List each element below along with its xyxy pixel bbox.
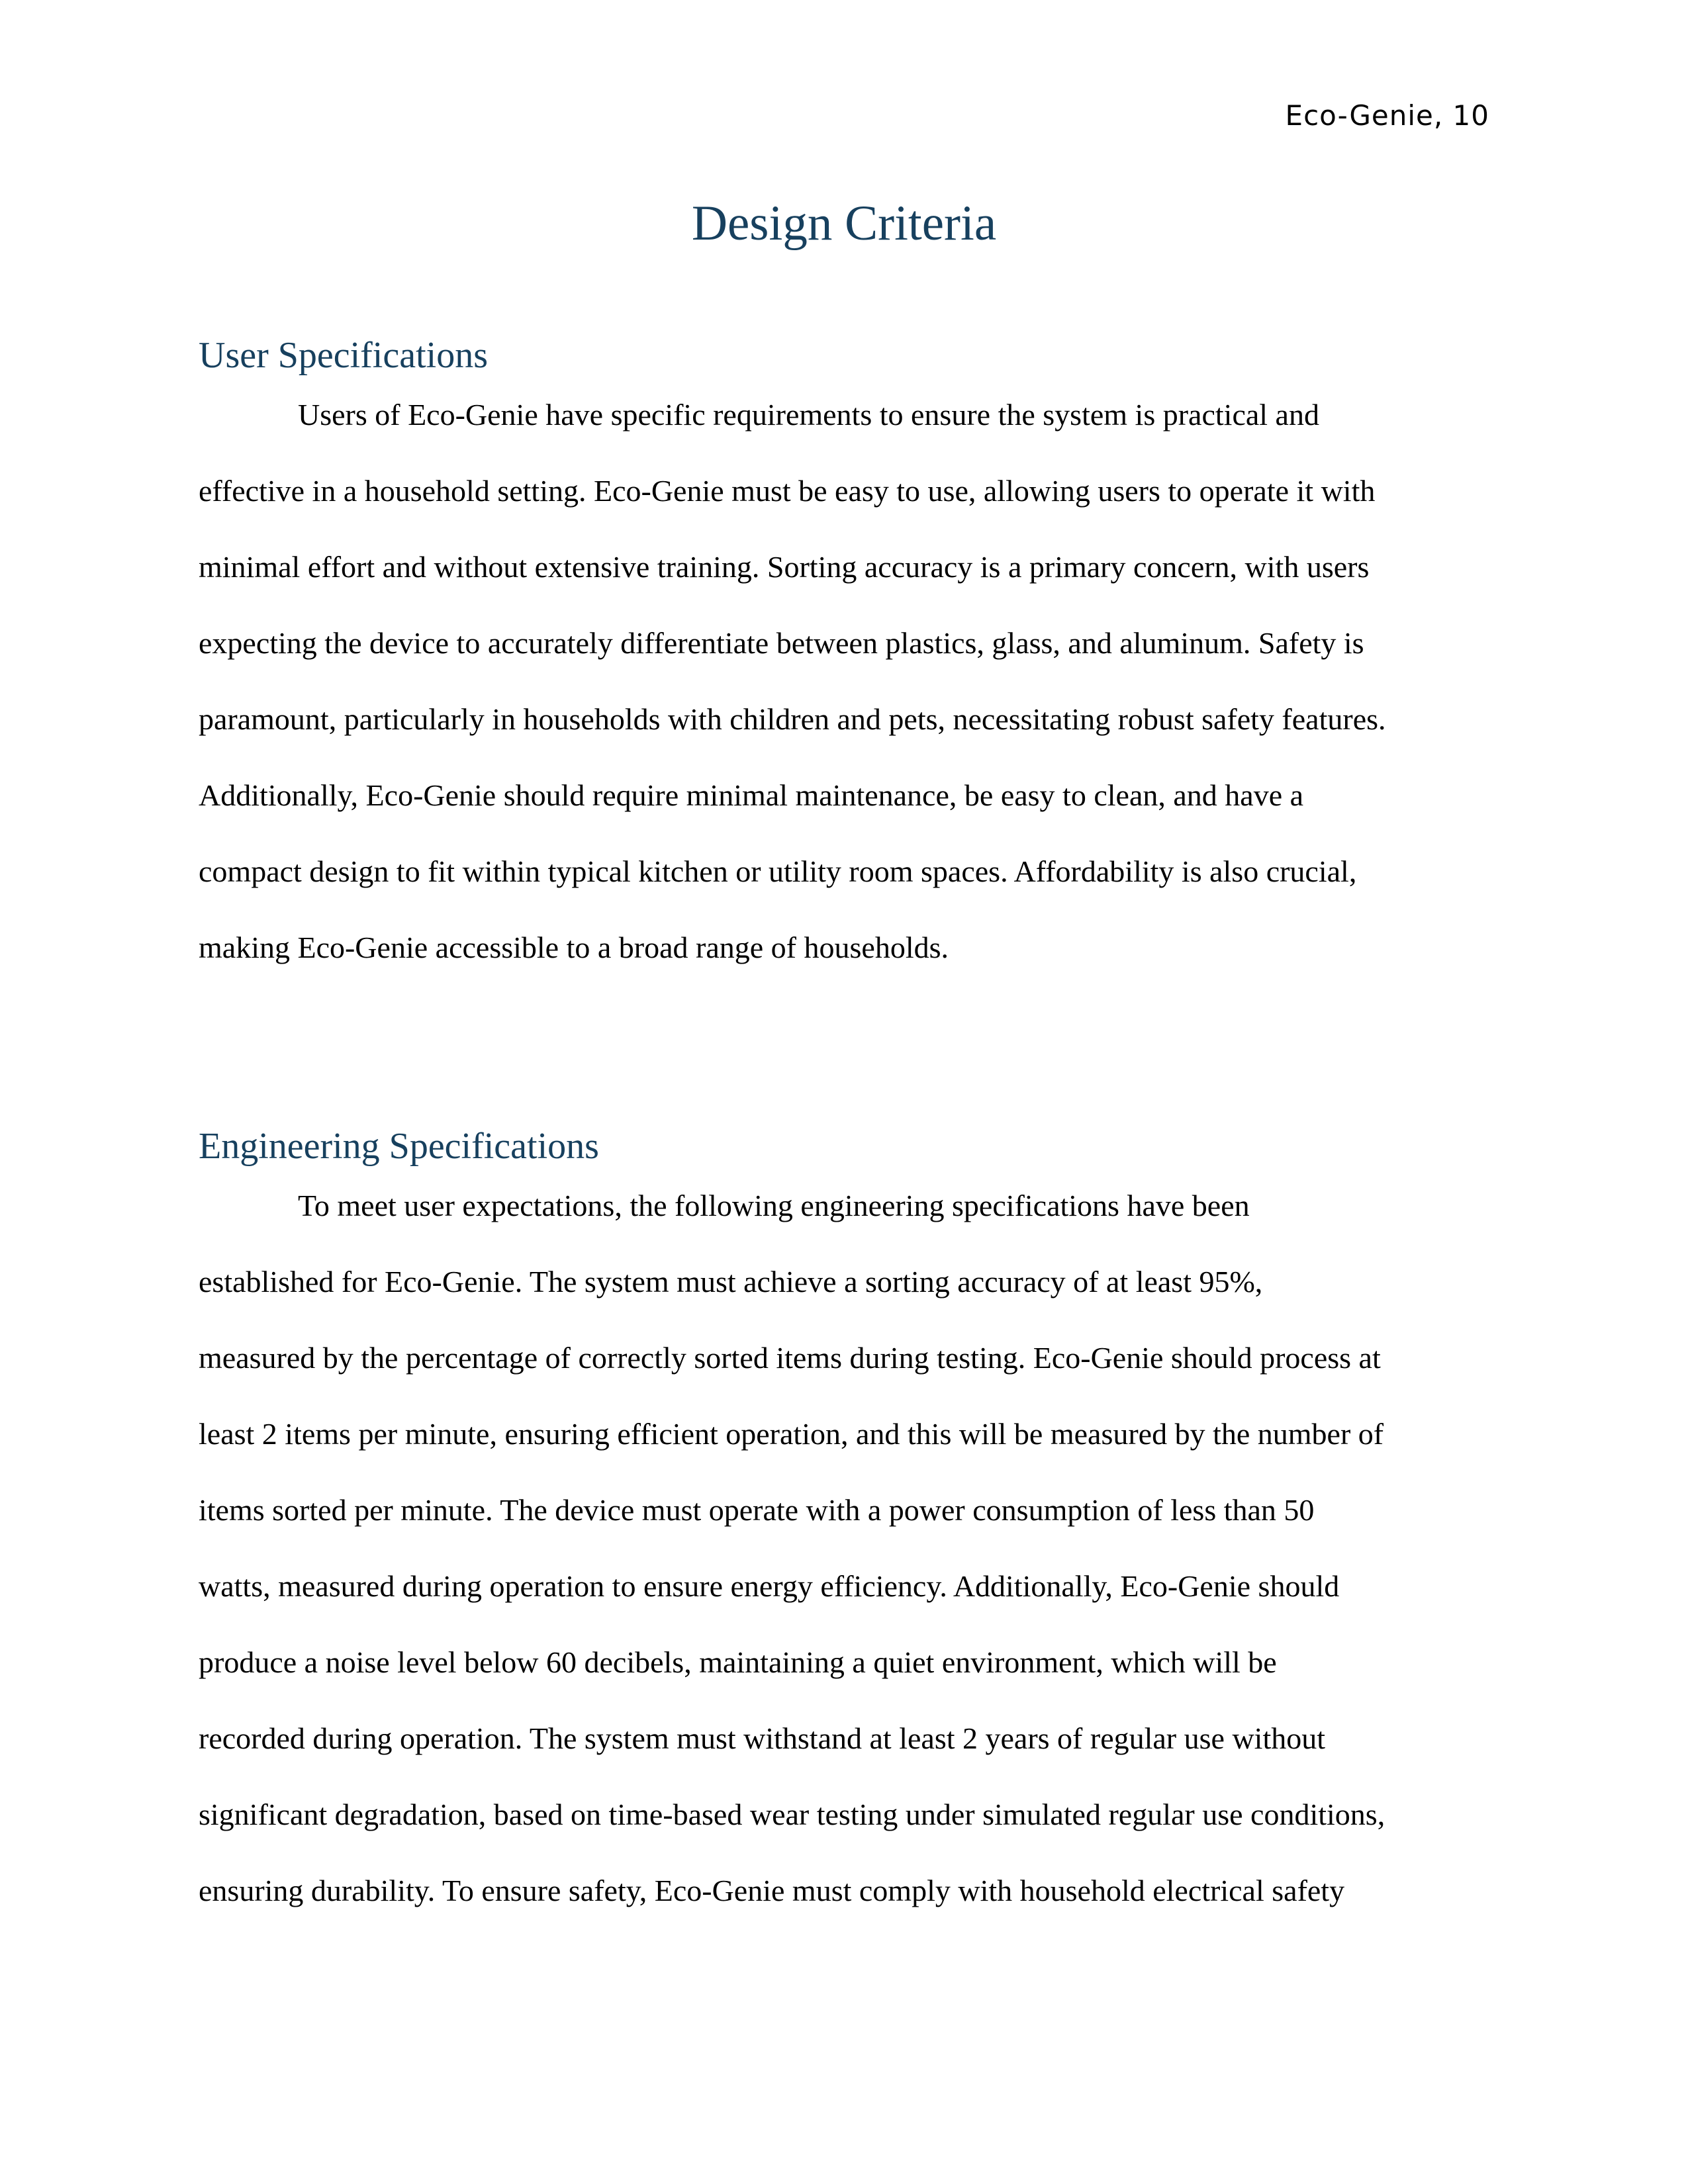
paragraph-line: watts, measured during operation to ensure energy efficiency. Additionally, Eco-Genie should [199, 1569, 1340, 1603]
paragraph-line: significant degradation, based on time-based wear testing under simulated regular use conditions, [199, 1797, 1385, 1831]
paragraph-line: recorded during operation. The system must withstand at least 2 years of regular use without [199, 1721, 1325, 1755]
paragraph-line: expecting the device to accurately differentiate between plastics, glass, and aluminum. Safety is [199, 626, 1364, 660]
paragraph-line: To meet user expectations, the following engineering specifications have been [298, 1189, 1250, 1222]
paragraph-line: measured by the percentage of correctly sorted items during testing. Eco-Genie should process at [199, 1341, 1381, 1375]
paragraph-line: making Eco-Genie accessible to a broad range of households. [199, 931, 949, 964]
paragraph-line: least 2 items per minute, ensuring efficient operation, and this will be measured by the number of [199, 1417, 1384, 1451]
page-title: Design Criteria [691, 196, 997, 251]
running-header: Eco-Genie, 10 [1285, 99, 1489, 132]
paragraph-line: compact design to fit within typical kitchen or utility room spaces. Affordability is also crucial, [199, 854, 1357, 888]
paragraph-line: effective in a household setting. Eco-Genie must be easy to use, allowing users to operate it with [199, 474, 1376, 508]
paragraph-line: items sorted per minute. The device must operate with a power consumption of less than 50 [199, 1493, 1315, 1527]
paragraph-line: minimal effort and without extensive training. Sorting accuracy is a primary concern, with users [199, 550, 1370, 584]
paragraph-line: paramount, particularly in households with children and pets, necessitating robust safety features. [199, 702, 1386, 736]
section-heading-engineering-specifications: Engineering Specifications [199, 1126, 599, 1167]
paragraph-line: ensuring durability. To ensure safety, Eco-Genie must comply with household electrical safety [199, 1874, 1345, 1907]
paragraph-line: produce a noise level below 60 decibels, maintaining a quiet environment, which will be [199, 1645, 1277, 1679]
paragraph-line: established for Eco-Genie. The system must achieve a sorting accuracy of at least 95%, [199, 1265, 1263, 1298]
paragraph-line: Users of Eco-Genie have specific requirements to ensure the system is practical and [298, 398, 1319, 432]
paragraph-line: Additionally, Eco-Genie should require minimal maintenance, be easy to clean, and have a [199, 778, 1304, 812]
section-heading-user-specifications: User Specifications [199, 335, 488, 376]
